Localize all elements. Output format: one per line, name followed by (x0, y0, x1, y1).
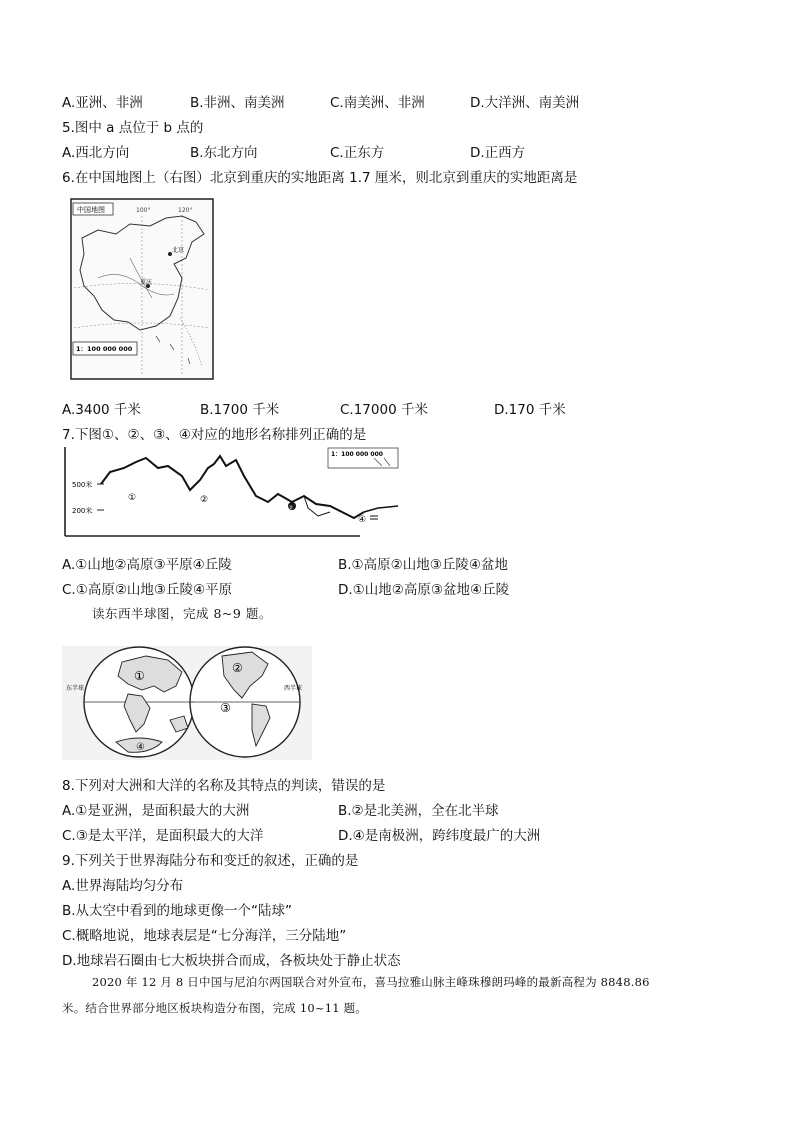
intro-8-9: 读东西半球图，完成 8~9 题。 (92, 606, 272, 621)
q7-option-a: A.①山地②高原③平原④丘陵 (62, 557, 232, 573)
q6-stem: 6.在中国地图上（右图）北京到重庆的实地距离 1.7 厘米，则北京到重庆的实地距离是 (62, 170, 578, 186)
intro-10-11-line1: 2020 年 12 月 8 日中国与尼泊尔两国联合对外宣布，喜马拉雅山脉主峰珠穆朗玛峰的最新高程为 8848.86 (92, 975, 650, 989)
label-chongqing: 重庆 (140, 279, 153, 286)
q7-option-b: B.①高原②山地③丘陵④盆地 (338, 557, 508, 573)
china-map-figure (70, 198, 214, 380)
terrain-marker-1: ① (128, 493, 137, 503)
q8-option-b: B.②是北美洲，全在北半球 (338, 803, 499, 819)
q5-option-b: B.东北方向 (190, 145, 258, 161)
q9-option-b: B.从太空中看到的地球更像一个“陆球” (62, 903, 293, 919)
terrain-marker-4: ④ (358, 515, 367, 525)
elev-500-label: 500米 (72, 481, 93, 489)
q8-option-a: A.①是亚洲，是面积最大的大洲 (62, 803, 250, 819)
q4-option-d: D.大洋洲、南美洲 (470, 95, 580, 111)
china-map-scale: 1：100 000 000 (76, 345, 133, 353)
q9-option-c: C.概略地说，地球表层是“七分海洋，三分陆地” (62, 928, 347, 944)
terrain-profile-figure (64, 446, 400, 544)
q4-option-c: C.南美洲、非洲 (330, 95, 425, 111)
q7-option-c: C.①高原②山地③丘陵④平原 (62, 582, 233, 598)
q9-stem: 9.下列关于世界海陆分布和变迁的叙述，正确的是 (62, 853, 359, 869)
q6-option-d: D.170 千米 (494, 402, 566, 418)
q9-option-a: A.世界海陆均匀分布 (62, 878, 184, 894)
q6-option-b: B.1700 千米 (200, 402, 280, 418)
q8-stem: 8.下列对大洲和大洋的名称及其特点的判读，错误的是 (62, 778, 386, 794)
q8-option-d: D.④是南极洲，跨纬度最广的大洲 (338, 828, 541, 844)
lon-label-100: 100° (136, 207, 151, 214)
label-beijing: 北京 (172, 247, 185, 254)
elev-200-label: 200米 (72, 507, 93, 515)
q6-option-c: C.17000 千米 (340, 402, 428, 418)
q7-option-d: D.①山地②高原③盆地④丘陵 (338, 582, 510, 598)
q4-option-a: A.亚洲、非洲 (62, 95, 143, 111)
terrain-marker-3: ③ (288, 505, 293, 511)
hemi-marker-2: ② (232, 661, 243, 675)
hemi-marker-3: ③ (220, 701, 231, 715)
hemi-marker-1: ① (134, 669, 145, 683)
west-hemisphere-label: 西半球 (284, 685, 303, 692)
q7-stem: 7.下图①、②、③、④对应的地形名称排列正确的是 (62, 427, 367, 443)
hemispheres-figure (62, 646, 312, 760)
east-hemisphere-label: 东半球 (66, 685, 85, 692)
lon-label-120: 120° (178, 207, 193, 214)
intro-10-11-line2: 米。结合世界部分地区板块构造分布图，完成 10~11 题。 (62, 1001, 368, 1015)
q4-option-b: B.非洲、南美洲 (190, 95, 285, 111)
q5-option-d: D.正西方 (470, 145, 526, 161)
hemi-marker-4: ④ (136, 742, 145, 753)
q5-option-c: C.正东方 (330, 145, 385, 161)
q9-option-d: D.地球岩石圈由七大板块拼合而成，各板块处于静止状态 (62, 953, 401, 969)
q8-option-c: C.③是太平洋，是面积最大的大洋 (62, 828, 264, 844)
q5-option-a: A.西北方向 (62, 145, 130, 161)
terrain-marker-2: ② (200, 495, 209, 505)
china-map-title: 中国地图 (77, 206, 105, 214)
q5-stem: 5.图中 a 点位于 b 点的 (62, 120, 204, 136)
q7-scale-box: 1：100 000 000 (331, 451, 383, 458)
q6-option-a: A.3400 千米 (62, 402, 141, 418)
